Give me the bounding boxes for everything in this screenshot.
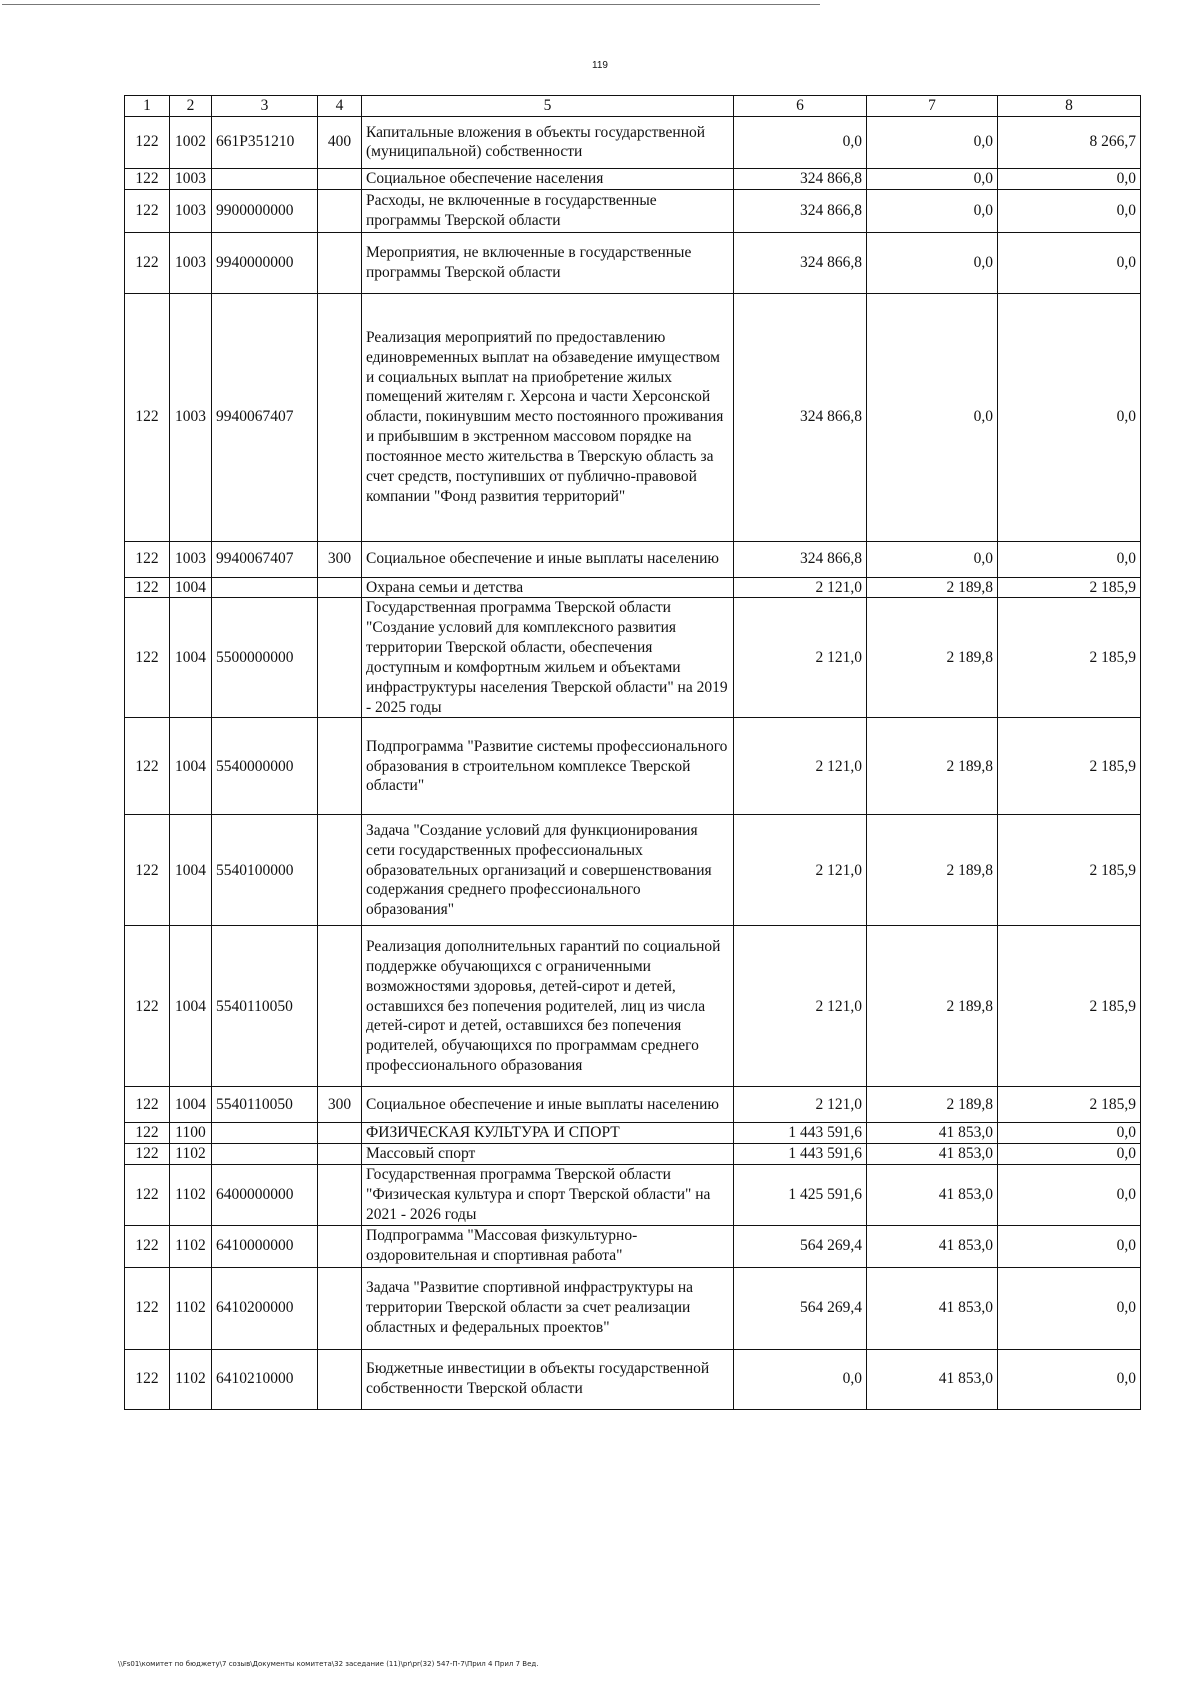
cell-section-code: 122	[125, 168, 170, 189]
cell-description: Охрана семьи и детства	[362, 577, 734, 598]
cell-expense-type	[318, 293, 362, 541]
cell-description: Задача "Создание условий для функционирования сети государственных профессиональных образовательных организаций и совершенствования содержания среднего профессионального образования"	[362, 815, 734, 926]
cell-amount-year1: 2 121,0	[734, 1087, 867, 1123]
table-header-row	[125, 96, 1141, 117]
cell-amount-year2: 41 853,0	[867, 1123, 998, 1144]
cell-description: Подпрограмма "Развитие системы профессионального образования в строительном комплексе Тверской области"	[362, 718, 734, 815]
cell-target-article: 6410200000	[212, 1267, 318, 1349]
cell-amount-year3: 2 185,9	[998, 718, 1141, 815]
cell-amount-year3: 0,0	[998, 232, 1141, 293]
cell-amount-year1: 2 121,0	[734, 718, 867, 815]
cell-amount-year3: 0,0	[998, 1144, 1141, 1165]
table-row	[125, 189, 1141, 232]
cell-section-code: 122	[125, 541, 170, 577]
column-number: 5	[362, 96, 734, 117]
cell-amount-year2: 41 853,0	[867, 1165, 998, 1225]
cell-amount-year3: 2 185,9	[998, 577, 1141, 598]
cell-amount-year2: 41 853,0	[867, 1349, 998, 1409]
cell-amount-year2: 0,0	[867, 116, 998, 168]
table-row	[125, 1349, 1141, 1409]
cell-amount-year3: 2 185,9	[998, 1087, 1141, 1123]
cell-description: Социальное обеспечение и иные выплаты населению	[362, 1087, 734, 1123]
cell-amount-year3: 0,0	[998, 1267, 1141, 1349]
cell-amount-year2: 2 189,8	[867, 815, 998, 926]
cell-subsection-code: 1004	[170, 718, 212, 815]
budget-table	[124, 95, 1141, 1410]
cell-amount-year1: 324 866,8	[734, 168, 867, 189]
cell-subsection-code: 1100	[170, 1123, 212, 1144]
cell-expense-type	[318, 815, 362, 926]
cell-amount-year1: 564 269,4	[734, 1267, 867, 1349]
cell-target-article	[212, 168, 318, 189]
cell-amount-year1: 324 866,8	[734, 541, 867, 577]
column-number: 1	[125, 96, 170, 117]
cell-subsection-code: 1102	[170, 1349, 212, 1409]
cell-subsection-code: 1003	[170, 293, 212, 541]
cell-amount-year3: 2 185,9	[998, 598, 1141, 718]
table-row	[125, 232, 1141, 293]
cell-expense-type: 300	[318, 541, 362, 577]
cell-amount-year2: 0,0	[867, 541, 998, 577]
table-row	[125, 1267, 1141, 1349]
cell-section-code: 122	[125, 1123, 170, 1144]
column-number: 4	[318, 96, 362, 117]
cell-amount-year1: 324 866,8	[734, 293, 867, 541]
table-row	[125, 1165, 1141, 1225]
cell-amount-year3: 0,0	[998, 168, 1141, 189]
cell-target-article: 6400000000	[212, 1165, 318, 1225]
cell-description: Социальное обеспечение и иные выплаты населению	[362, 541, 734, 577]
cell-target-article: 5540100000	[212, 815, 318, 926]
cell-subsection-code: 1003	[170, 189, 212, 232]
table-row	[125, 1225, 1141, 1267]
cell-section-code: 122	[125, 1087, 170, 1123]
cell-subsection-code: 1102	[170, 1267, 212, 1349]
cell-section-code: 122	[125, 1349, 170, 1409]
file-path-footer: \\Fs01\комитет по бюджету\7 созыв\Документы комитета\32 заседание (11)\pr\pr(32) 547-П-7\Прил 4 Прил 7 Вед.	[118, 1660, 539, 1668]
cell-subsection-code: 1004	[170, 926, 212, 1087]
cell-target-article: 5540110050	[212, 1087, 318, 1123]
cell-description: Государственная программа Тверской области "Создание условий для комплексного развития территории Тверской области, обеспечения доступным и комфортным жильем и объектами инфраструктуры населения Тверской области" на 2019 - 2025 годы	[362, 598, 734, 718]
cell-amount-year3: 2 185,9	[998, 926, 1141, 1087]
table-row	[125, 1123, 1141, 1144]
column-number: 7	[867, 96, 998, 117]
cell-description: Реализация мероприятий по предоставлению единовременных выплат на обзаведение имуществом и социальных выплат на приобретение жилых помещений жителям г. Херсона и части Херсонской области, покинувшим место постоянного проживания и прибывшим в экстренном массовом порядке на постоянное место жительства в Тверскую область за счет средств, поступивших от публично-правовой компании "Фонд развития территорий"	[362, 293, 734, 541]
cell-description: Задача "Развитие спортивной инфраструктуры на территории Тверской области за счет реализации областных и федеральных проектов"	[362, 1267, 734, 1349]
cell-subsection-code: 1004	[170, 815, 212, 926]
cell-expense-type	[318, 926, 362, 1087]
table-row	[125, 1087, 1141, 1123]
cell-target-article: 5540110050	[212, 926, 318, 1087]
cell-subsection-code: 1002	[170, 116, 212, 168]
cell-expense-type: 400	[318, 116, 362, 168]
cell-amount-year1: 1 443 591,6	[734, 1144, 867, 1165]
cell-amount-year1: 564 269,4	[734, 1225, 867, 1267]
cell-amount-year2: 0,0	[867, 293, 998, 541]
cell-subsection-code: 1102	[170, 1225, 212, 1267]
table-row	[125, 718, 1141, 815]
cell-subsection-code: 1003	[170, 168, 212, 189]
cell-subsection-code: 1102	[170, 1144, 212, 1165]
cell-expense-type	[318, 1267, 362, 1349]
cell-expense-type	[318, 577, 362, 598]
cell-amount-year1: 2 121,0	[734, 815, 867, 926]
cell-amount-year1: 1 443 591,6	[734, 1123, 867, 1144]
cell-amount-year2: 2 189,8	[867, 598, 998, 718]
cell-target-article	[212, 1144, 318, 1165]
cell-description: Мероприятия, не включенные в государственные программы Тверской области	[362, 232, 734, 293]
top-rule	[2, 4, 820, 5]
cell-description: Подпрограмма "Массовая физкультурно-оздоровительная и спортивная работа"	[362, 1225, 734, 1267]
cell-amount-year1: 324 866,8	[734, 189, 867, 232]
cell-amount-year2: 2 189,8	[867, 1087, 998, 1123]
cell-description: Реализация дополнительных гарантий по социальной поддержке обучающихся с ограниченными возможностями здоровья, детей-сирот и детей, оставшихся без попечения родителей, лиц из числа детей-сирот и детей, оставшихся без попечения родителей, обучающихся по программам среднего профессионального образования	[362, 926, 734, 1087]
table-row	[125, 168, 1141, 189]
cell-amount-year1: 2 121,0	[734, 577, 867, 598]
cell-subsection-code: 1003	[170, 541, 212, 577]
column-number: 2	[170, 96, 212, 117]
cell-expense-type	[318, 232, 362, 293]
cell-target-article: 9940067407	[212, 293, 318, 541]
cell-amount-year1: 324 866,8	[734, 232, 867, 293]
cell-target-article: 6410000000	[212, 1225, 318, 1267]
table-row	[125, 293, 1141, 541]
cell-section-code: 122	[125, 293, 170, 541]
column-number: 8	[998, 96, 1141, 117]
cell-amount-year3: 0,0	[998, 1123, 1141, 1144]
column-number: 3	[212, 96, 318, 117]
cell-section-code: 122	[125, 116, 170, 168]
cell-target-article: 9900000000	[212, 189, 318, 232]
cell-target-article	[212, 1123, 318, 1144]
cell-amount-year1: 0,0	[734, 1349, 867, 1409]
cell-amount-year2: 41 853,0	[867, 1144, 998, 1165]
cell-description: Государственная программа Тверской области "Физическая культура и спорт Тверской области" на 2021 - 2026 годы	[362, 1165, 734, 1225]
cell-target-article: 6410210000	[212, 1349, 318, 1409]
cell-target-article: 9940067407	[212, 541, 318, 577]
cell-amount-year2: 0,0	[867, 189, 998, 232]
cell-expense-type	[318, 168, 362, 189]
cell-target-article	[212, 577, 318, 598]
cell-amount-year3: 0,0	[998, 541, 1141, 577]
cell-description: Социальное обеспечение населения	[362, 168, 734, 189]
cell-target-article: 5500000000	[212, 598, 318, 718]
cell-target-article: 9940000000	[212, 232, 318, 293]
cell-amount-year2: 2 189,8	[867, 926, 998, 1087]
cell-expense-type	[318, 1123, 362, 1144]
cell-amount-year1: 2 121,0	[734, 926, 867, 1087]
cell-description: ФИЗИЧЕСКАЯ КУЛЬТУРА И СПОРТ	[362, 1123, 734, 1144]
cell-amount-year3: 0,0	[998, 189, 1141, 232]
cell-section-code: 122	[125, 1225, 170, 1267]
cell-section-code: 122	[125, 1144, 170, 1165]
cell-amount-year3: 2 185,9	[998, 815, 1141, 926]
cell-subsection-code: 1004	[170, 1087, 212, 1123]
page-number: 119	[592, 60, 608, 71]
cell-expense-type	[318, 1165, 362, 1225]
cell-amount-year2: 0,0	[867, 232, 998, 293]
cell-amount-year3: 0,0	[998, 1165, 1141, 1225]
cell-subsection-code: 1102	[170, 1165, 212, 1225]
cell-amount-year1: 0,0	[734, 116, 867, 168]
table-row	[125, 926, 1141, 1087]
cell-amount-year2: 41 853,0	[867, 1267, 998, 1349]
cell-description: Бюджетные инвестиции в объекты государственной собственности Тверской области	[362, 1349, 734, 1409]
cell-expense-type	[318, 189, 362, 232]
cell-amount-year1: 2 121,0	[734, 598, 867, 718]
cell-section-code: 122	[125, 189, 170, 232]
cell-section-code: 122	[125, 232, 170, 293]
cell-amount-year2: 2 189,8	[867, 577, 998, 598]
cell-expense-type	[318, 598, 362, 718]
table-row	[125, 577, 1141, 598]
table-body	[125, 116, 1141, 1409]
cell-amount-year3: 8 266,7	[998, 116, 1141, 168]
cell-amount-year3: 0,0	[998, 293, 1141, 541]
cell-section-code: 122	[125, 815, 170, 926]
cell-expense-type	[318, 1144, 362, 1165]
cell-subsection-code: 1004	[170, 577, 212, 598]
table-row	[125, 815, 1141, 926]
cell-section-code: 122	[125, 598, 170, 718]
cell-section-code: 122	[125, 718, 170, 815]
cell-subsection-code: 1003	[170, 232, 212, 293]
cell-amount-year2: 0,0	[867, 168, 998, 189]
cell-amount-year2: 2 189,8	[867, 718, 998, 815]
table-row	[125, 1144, 1141, 1165]
cell-section-code: 122	[125, 1165, 170, 1225]
cell-expense-type: 300	[318, 1087, 362, 1123]
cell-amount-year2: 41 853,0	[867, 1225, 998, 1267]
table-row	[125, 598, 1141, 718]
cell-description: Массовый спорт	[362, 1144, 734, 1165]
table-row	[125, 116, 1141, 168]
column-number: 6	[734, 96, 867, 117]
cell-target-article: 5540000000	[212, 718, 318, 815]
cell-section-code: 122	[125, 577, 170, 598]
cell-description: Расходы, не включенные в государственные программы Тверской области	[362, 189, 734, 232]
cell-amount-year3: 0,0	[998, 1225, 1141, 1267]
cell-expense-type	[318, 718, 362, 815]
cell-amount-year1: 1 425 591,6	[734, 1165, 867, 1225]
cell-description: Капитальные вложения в объекты государственной (муниципальной) собственности	[362, 116, 734, 168]
cell-expense-type	[318, 1225, 362, 1267]
cell-target-article: 661P351210	[212, 116, 318, 168]
cell-amount-year3: 0,0	[998, 1349, 1141, 1409]
cell-expense-type	[318, 1349, 362, 1409]
table-row	[125, 541, 1141, 577]
cell-subsection-code: 1004	[170, 598, 212, 718]
cell-section-code: 122	[125, 1267, 170, 1349]
cell-section-code: 122	[125, 926, 170, 1087]
